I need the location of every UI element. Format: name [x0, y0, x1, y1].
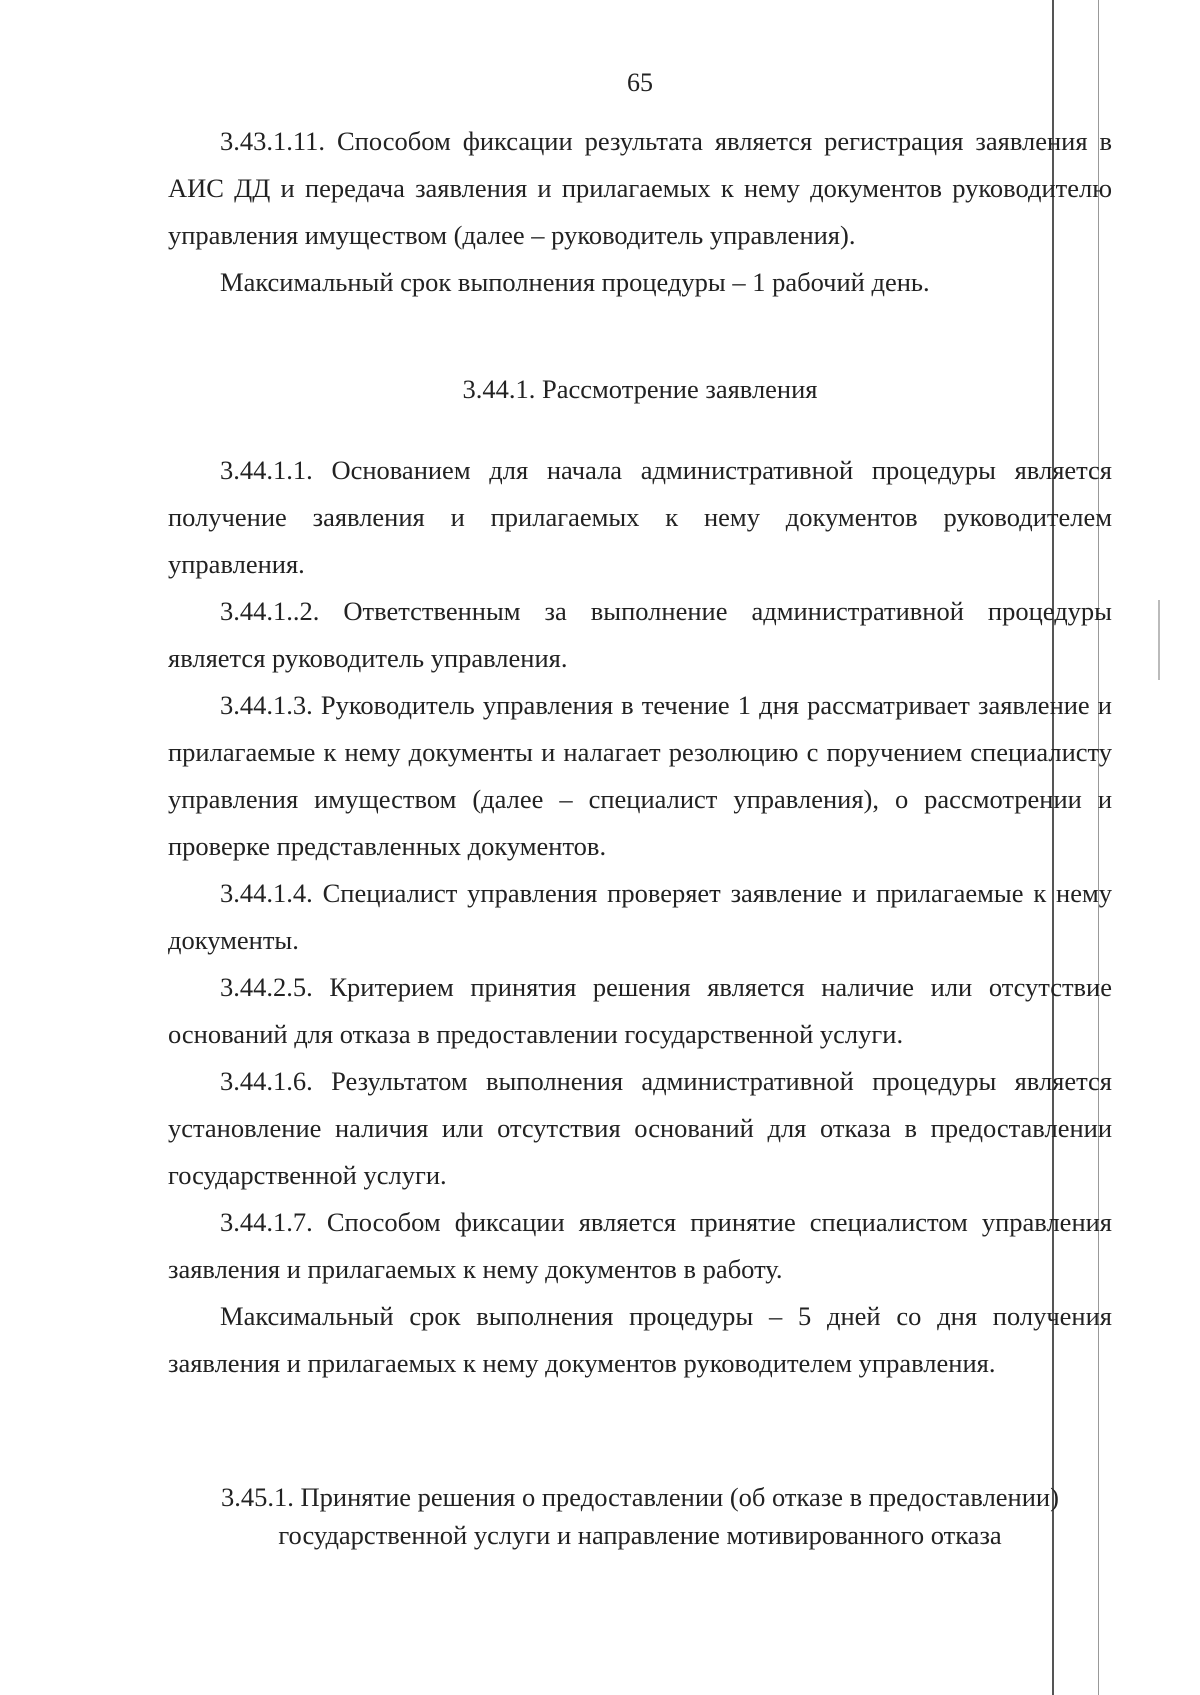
paragraph: 3.43.1.11. Способом фиксации результата является регистрация заявления в АИС ДД и передача заявления и прилагаемых к нему документов руководителю управления имуществом (далее – руководитель управления). [168, 126, 1112, 250]
paragraph: 3.44.1..2. Ответственным за выполнение административной процедуры является руководитель управления. [168, 596, 1112, 673]
section-heading-3-45 [168, 1478, 1112, 1554]
paragraph: 3.44.1.7. Способом фиксации является принятие специалистом управления заявления и прилагаемых к нему документов в работу. [168, 1207, 1112, 1284]
paragraph: Максимальный срок выполнения процедуры – 5 дней со дня получения заявления и прилагаемых к нему документов руководителем управления. [168, 1301, 1112, 1378]
page-number: 65 [627, 68, 653, 97]
section-3-44 [168, 447, 1112, 1387]
heading-line: государственной услуги и направление мотивированного отказа [278, 1520, 1002, 1550]
scan-artifact-mark [1158, 600, 1160, 680]
paragraph: 3.44.1.4. Специалист управления проверяет заявление и прилагаемые к нему документы. [168, 878, 1112, 955]
paragraph: 3.44.1.3. Руководитель управления в течение 1 дня рассматривает заявление и прилагаемые к нему документы и налагает резолюцию с поручением специалисту управления имуществом (далее – специалист управления), о рассмотрении и проверке представленных документов. [168, 690, 1112, 861]
heading-line: 3.45.1. Принятие решения о предоставлении (об отказе в предоставлении) [221, 1482, 1059, 1512]
paragraph: 3.44.2.5. Критерием принятия решения является наличие или отсутствие оснований для отказа в предоставлении государственной услуги. [168, 972, 1112, 1049]
paragraph: 3.44.1.1. Основанием для начала административной процедуры является получение заявления и прилагаемых к нему документов руководителем управления. [168, 455, 1112, 579]
paragraph: 3.44.1.6. Результатом выполнения административной процедуры является установление наличия или отсутствия оснований для отказа в предоставлении государственной услуги. [168, 1066, 1112, 1190]
section-heading: 3.44.1. Рассмотрение заявления [462, 374, 818, 404]
paragraph: Максимальный срок выполнения процедуры – 1 рабочий день. [220, 267, 930, 297]
section-3-43-end [168, 118, 1112, 306]
